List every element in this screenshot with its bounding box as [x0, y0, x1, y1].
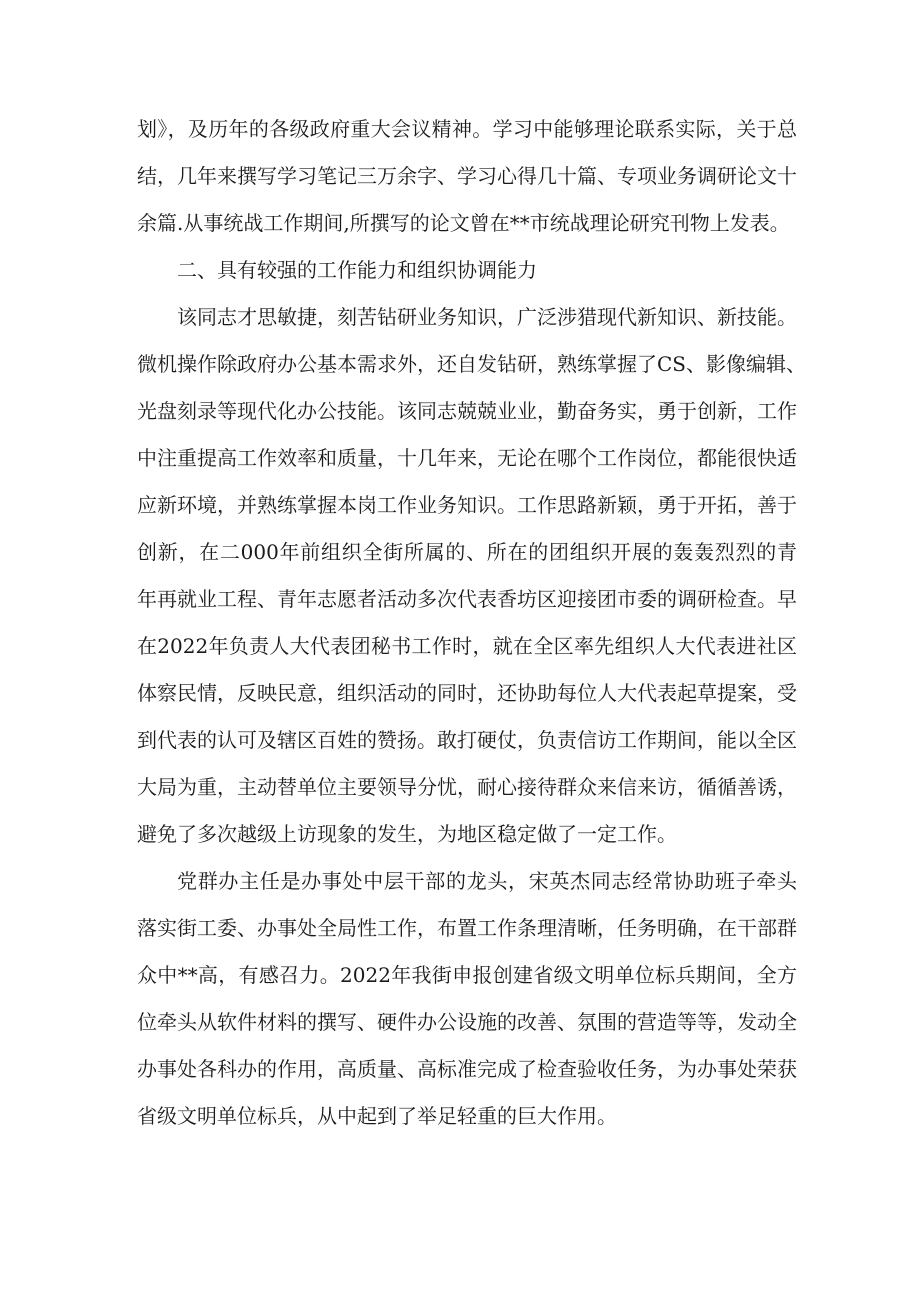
- paragraph-line: 在2022年负责人大代表团秘书工作时，就在全区率先组织人大代表进社区: [137, 634, 797, 658]
- paragraph-line: 省级文明单位标兵，从中起到了举足轻重的巨大作用。: [137, 1104, 617, 1128]
- paragraph-line: 到代表的认可及辖区百姓的赞扬。敢打硬仗，负责信访工作期间，能以全区: [137, 728, 797, 752]
- paragraph-line: 办事处各科办的作用，高质量、高标准完成了检查验收任务，为办事处荣获: [137, 1057, 797, 1081]
- paragraph-line: 创新，在二000年前组织全街所属的、所在的团组织开展的轰轰烈烈的青: [137, 540, 797, 564]
- paragraph-line: 大局为重，主动替单位主要领导分忧，耐心接待群众来信来访，循循善诱，: [137, 775, 797, 799]
- paragraph-line: 位牵头从软件材料的撰写、硬件办公设施的改善、氛围的营造等等，发动全: [137, 1010, 797, 1034]
- paragraph-line: 划》，及历年的各级政府重大会议精神。学习中能够理论联系实际，关于总: [137, 117, 797, 141]
- paragraph-line: 党群办主任是办事处中层干部的龙头，宋英杰同志经常协助班子牵头: [177, 869, 797, 893]
- paragraph-line: 体察民情，反映民意，组织活动的同时，还协助每位人大代表起草提案，受: [137, 681, 797, 705]
- paragraph-line: 年再就业工程、青年志愿者活动多次代表香坊区迎接团市委的调研检查。早: [137, 587, 797, 611]
- section-heading: 二、具有较强的工作能力和组织协调能力: [177, 258, 537, 282]
- paragraph-line: 落实街工委、办事处全局性工作，布置工作条理清晰，任务明确，在干部群: [137, 916, 797, 940]
- paragraph-line: 避免了多次越级上访现象的发生，为地区稳定做了一定工作。: [137, 822, 677, 846]
- paragraph-line: 微机操作除政府办公基本需求外，还自发钻研，熟练掌握了CS、影像编辑、: [137, 352, 807, 376]
- paragraph-line: 余篇.从事统战工作期间,所撰写的论文曾在**市统战理论研究刊物上发表。: [137, 211, 790, 235]
- paragraph-line: 光盘刻录等现代化办公技能。该同志兢兢业业，勤奋务实，勇于创新，工作: [137, 399, 797, 423]
- paragraph-line: 中注重提高工作效率和质量，十几年来，无论在哪个工作岗位，都能很快适: [137, 446, 797, 470]
- paragraph-line: 应新环境，并熟练掌握本岗工作业务知识。工作思路新颖，勇于开拓，善于: [137, 493, 797, 517]
- paragraph-line: 该同志才思敏捷，刻苦钻研业务知识，广泛涉猎现代新知识、新技能。: [177, 305, 797, 329]
- paragraph-line: 结，几年来撰写学习笔记三万余字、学习心得几十篇、专项业务调研论文十: [137, 164, 797, 188]
- paragraph-line: 众中**高，有感召力。2022年我街申报创建省级文明单位标兵期间，全方: [137, 963, 797, 987]
